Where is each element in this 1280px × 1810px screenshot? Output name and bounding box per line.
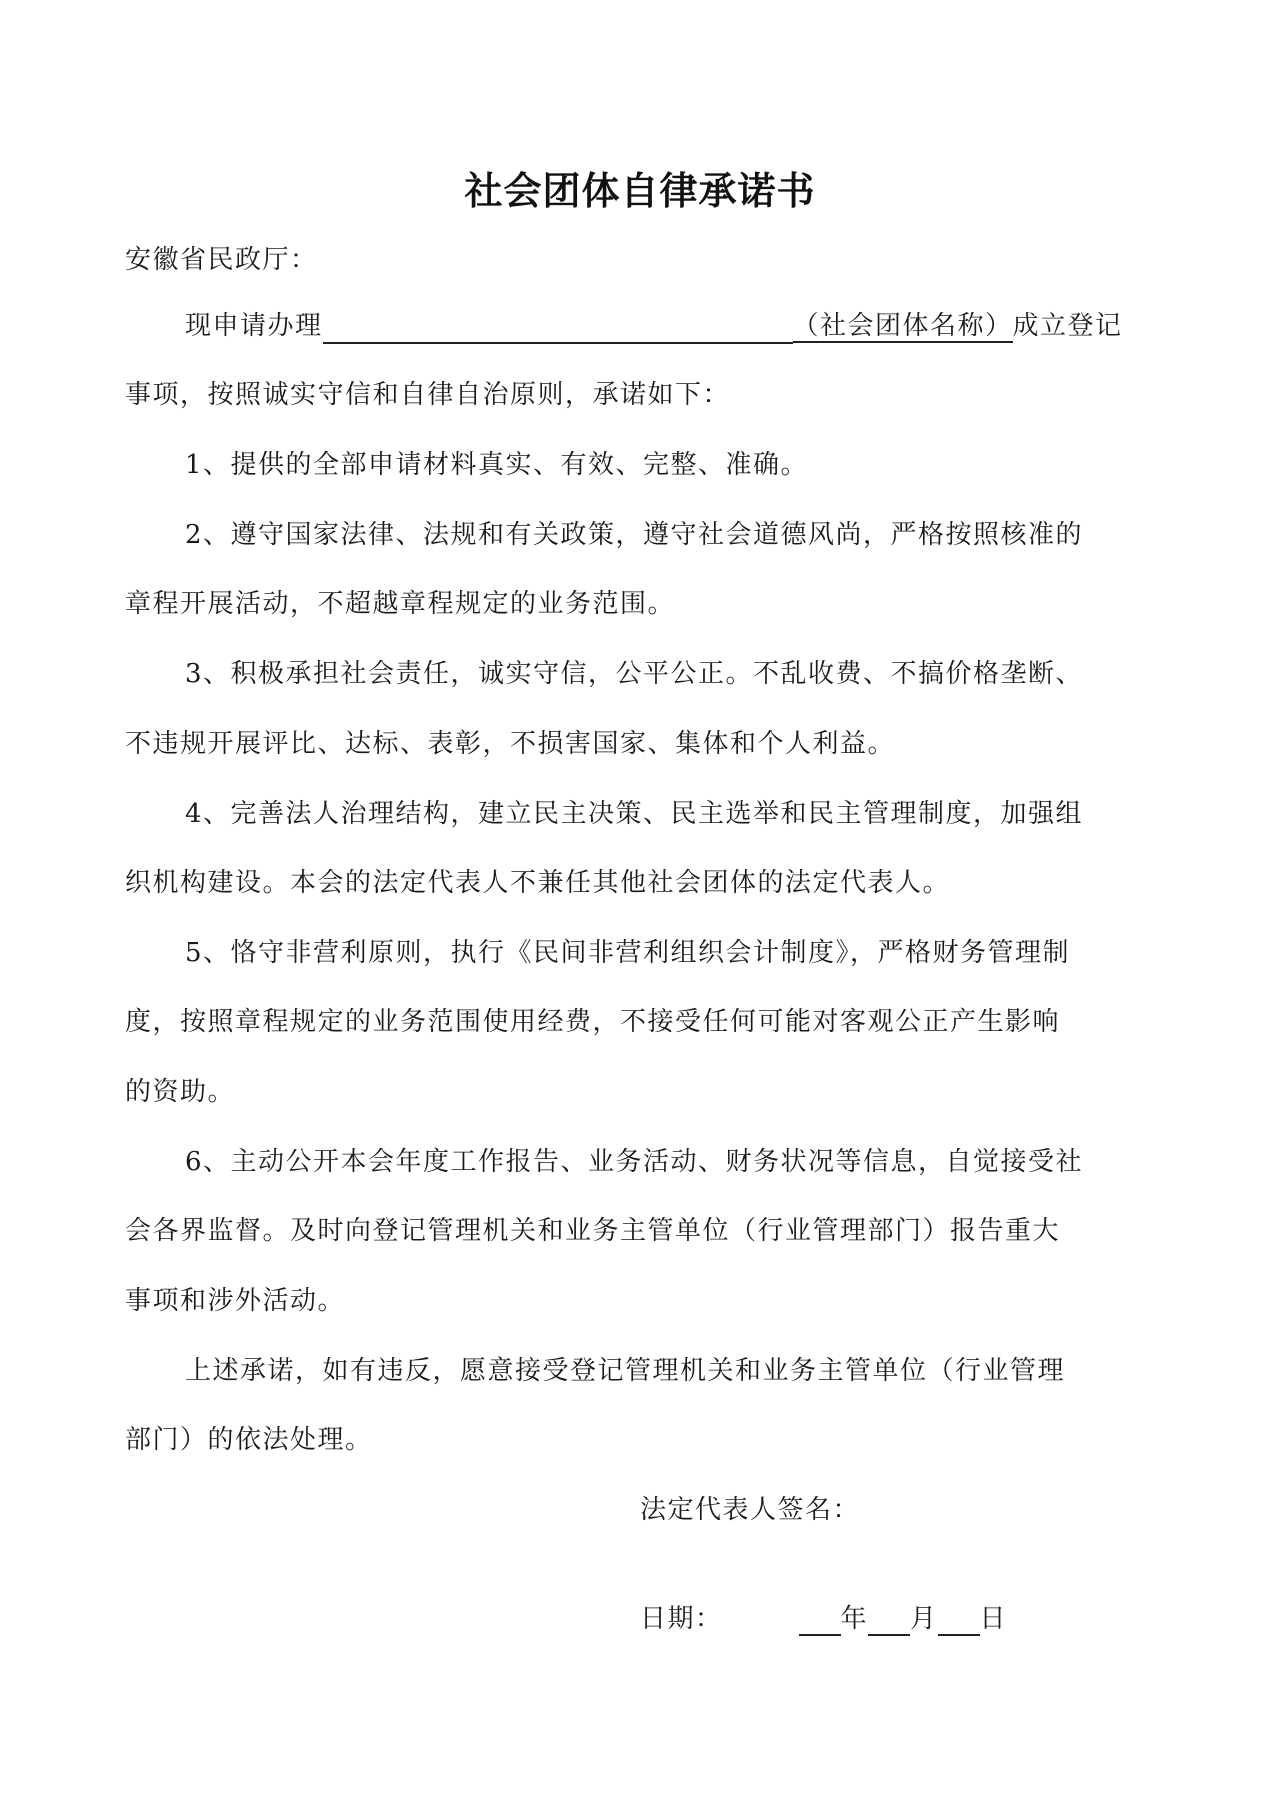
- organization-name-blank: [323, 312, 793, 344]
- item-5-line-3: 的资助。: [125, 1077, 236, 1107]
- item-6-line-1: 6、主动公开本会年度工作报告、业务活动、财务状况等信息，自觉接受社: [185, 1147, 1084, 1177]
- item-1-line-1: 1、提供的全部申请材料真实、有效、完整、准确。: [185, 450, 809, 480]
- item-3-line-1: 3、积极承担社会责任，诚实守信，公平公正。不乱收费、不搞价格垄断、: [185, 659, 1084, 689]
- item-2-line-1: 2、遵守国家法律、法规和有关政策，遵守社会道德风尚，严格按照核准的: [185, 520, 1084, 550]
- item-6-line-3: 事项和涉外活动。: [125, 1286, 346, 1316]
- day-label: 日: [979, 1604, 1008, 1634]
- addressee: 安徽省民政厅：: [125, 245, 318, 275]
- item-5-line-2: 度，按照章程规定的业务范围使用经费，不接受任何可能对客观公正产生影响: [125, 1007, 1061, 1037]
- month-blank: [868, 1604, 910, 1636]
- month-label: 月: [910, 1604, 938, 1634]
- intro-suffix: 成立登记: [1012, 311, 1123, 341]
- intro-line-2: 事项，按照诚实守信和自律自治原则，承诺如下：: [125, 380, 731, 410]
- date-line: [640, 1602, 1007, 1636]
- item-5-line-1: 5、恪守非营利原则，执行《民间非营利组织会计制度》，严格财务管理制: [185, 938, 1071, 968]
- intro-prefix: 现申请办理: [185, 311, 323, 341]
- item-3-line-2: 不违规开展评比、达标、表彰，不损害国家、集体和个人利益。: [125, 729, 896, 759]
- intro-line-1: [185, 309, 1123, 344]
- day-blank: [938, 1604, 980, 1636]
- item-4-line-1: 4、完善法人治理结构，建立民主决策、民主选举和民主管理制度，加强组: [185, 799, 1084, 829]
- document-title: 社会团体自律承诺书: [464, 169, 816, 213]
- year-blank: [799, 1604, 841, 1636]
- organization-name-hint: （社会团体名称）: [792, 311, 1013, 341]
- item-4-line-2: 织机构建设。本会的法定代表人不兼任其他社会团体的法定代表人。: [125, 868, 951, 898]
- item-2-line-2: 章程开展活动，不超越章程规定的业务范围。: [125, 589, 676, 619]
- closing-line-2: 部门）的依法处理。: [125, 1425, 373, 1455]
- year-label: 年: [840, 1604, 869, 1634]
- date-label: 日期：: [640, 1604, 723, 1634]
- signature-label: 法定代表人签名：: [640, 1495, 861, 1525]
- item-6-line-2: 会各界监督。及时向登记管理机关和业务主管单位（行业管理部门）报告重大: [125, 1216, 1061, 1246]
- closing-line-1: 上述承诺，如有违反，愿意接受登记管理机关和业务主管单位（行业管理: [185, 1356, 1066, 1386]
